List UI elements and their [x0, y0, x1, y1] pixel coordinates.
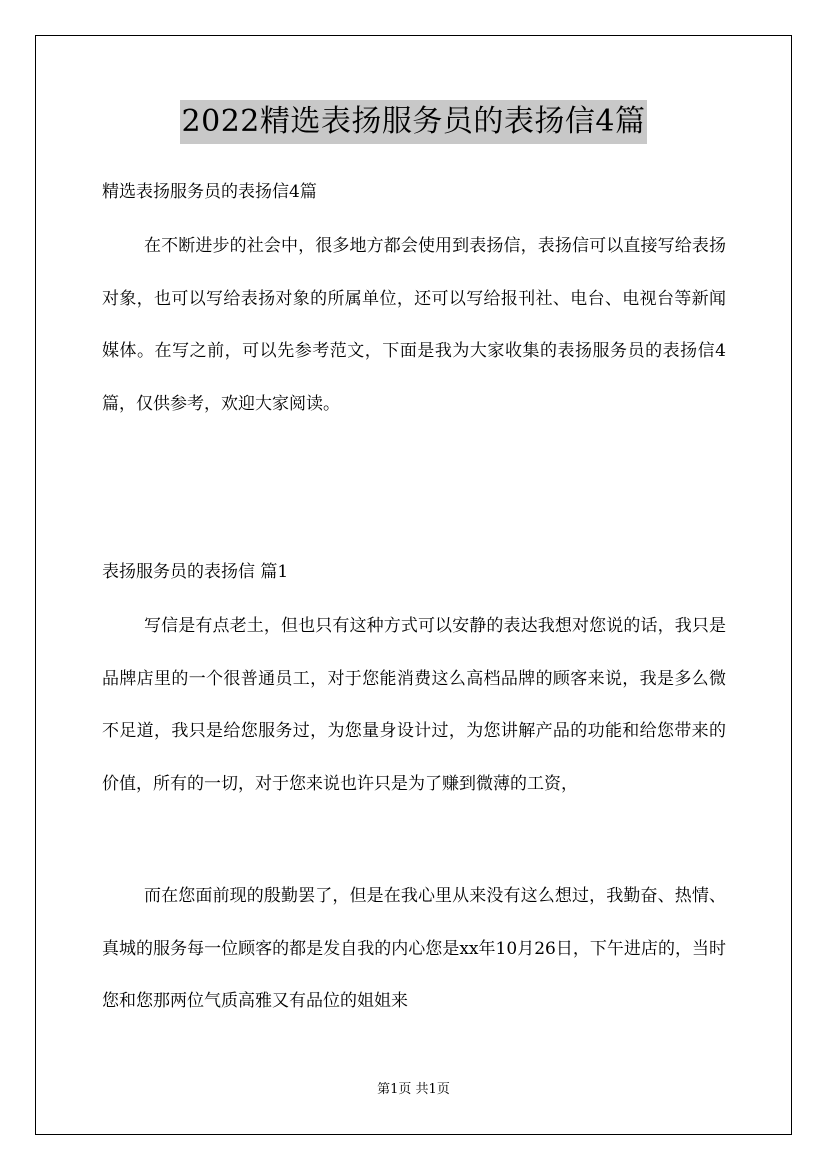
intro-paragraph: 在不断进步的社会中，很多地方都会使用到表扬信，表扬信可以直接写给表扬对象，也可以写给表扬对象的所属单位，还可以写给报刊社、电台、电视台等新闻媒体。在写之前，可以先参考范文，下面是我为大家收集的表扬服务员的表扬信4篇，仅供参考，欢迎大家阅读。	[102, 236, 726, 414]
body-paragraph-1: 写信是有点老土，但也只有这种方式可以安静的表达我想对您说的话，我只是品牌店里的一个很普通员工，对于您能消费这么高档品牌的顾客来说，我是多么微不足道，我只是给您服务过，为您量身设计过，为您讲解产品的功能和给您带来的价值，所有的一切，对于您来说也许只是为了赚到微薄的工资，	[102, 616, 726, 794]
section-heading: 表扬服务员的表扬信 篇1	[102, 562, 289, 582]
title-container	[0, 100, 827, 144]
body-paragraph-2: 而在您面前现的殷勤罢了，但是在我心里从来没有这么想过，我勤奋、热情、真城的服务每一位顾客的都是发自我的内心您是xx年10月26日，下午进店的，当时您和您那两位气质高雅又有品位的姐姐来	[102, 886, 726, 1011]
page-footer: 第1页 共1页	[377, 1082, 450, 1097]
document-title: 2022精选表扬服务员的表扬信4篇	[180, 100, 648, 144]
document-subtitle: 精选表扬服务员的表扬信4篇	[102, 182, 317, 202]
